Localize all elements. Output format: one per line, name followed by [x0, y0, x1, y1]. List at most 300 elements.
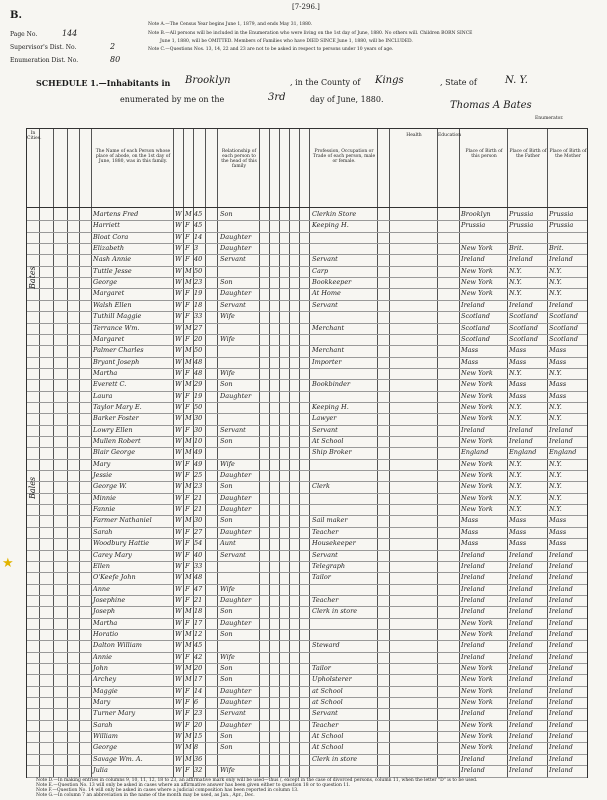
row-age: 45	[194, 210, 203, 218]
enumerated-label: enumerated by me on the	[120, 95, 225, 104]
row-relationship: Son	[220, 516, 233, 525]
row-color: W	[175, 595, 182, 604]
row-occupation: Clerkin Store	[312, 210, 357, 218]
row-age: 33	[194, 312, 203, 321]
row-sex: F	[185, 720, 190, 729]
row-father-birthplace: Prussia	[509, 210, 534, 218]
row-name: Maggie	[93, 686, 118, 695]
row-father-birthplace: Ireland	[509, 573, 533, 582]
row-sex: F	[185, 686, 190, 695]
col-header-cities: In Cities.	[27, 131, 42, 141]
row-divider	[27, 561, 587, 562]
row-color: W	[175, 743, 182, 752]
row-birthplace: England	[461, 448, 489, 457]
row-birthplace: New York	[461, 505, 493, 514]
row-name: Blair George	[93, 448, 136, 457]
row-age: 21	[194, 505, 203, 514]
row-mother-birthplace: Ireland	[549, 255, 573, 264]
row-color: W	[175, 539, 182, 548]
row-sex: F	[185, 312, 190, 321]
row-mother-birthplace: Ireland	[549, 607, 573, 616]
row-name: Annie	[93, 652, 112, 661]
row-age: 48	[194, 368, 203, 377]
row-father-birthplace: Ireland	[509, 664, 533, 672]
row-name: Tuttle Jesse	[93, 266, 132, 275]
census-table	[26, 128, 588, 778]
row-age: 18	[194, 300, 203, 309]
row-sex: M	[185, 346, 192, 355]
row-birthplace: New York	[461, 459, 493, 468]
row-sex: F	[185, 425, 190, 434]
row-birthplace: Ireland	[461, 607, 485, 616]
row-age: 54	[194, 539, 203, 548]
row-occupation: Teacher	[312, 595, 339, 604]
row-father-birthplace: Ireland	[509, 641, 533, 650]
col-header-health: Health	[406, 133, 422, 138]
row-birthplace: Scotland	[461, 334, 490, 343]
row-mother-birthplace: Mass	[549, 380, 567, 389]
row-occupation: Servant	[312, 300, 338, 309]
row-relationship: Servant	[220, 550, 246, 559]
row-father-birthplace: Scotland	[509, 334, 538, 343]
row-mother-birthplace: Ireland	[549, 720, 573, 729]
row-age: 36	[194, 754, 203, 763]
row-birthplace: Ireland	[461, 766, 485, 775]
row-name: John	[93, 664, 108, 672]
row-birthplace: New York	[461, 493, 493, 502]
row-name: Martha	[93, 368, 118, 377]
note-b1: Note B.—All persons will be included in the Enumeration who were living on the 1st day of June, 1880. No others will. Children BORN SINCE	[148, 31, 473, 36]
row-father-birthplace: Ireland	[509, 743, 533, 752]
row-relationship: Son	[220, 675, 233, 684]
row-father-birthplace: Scotland	[509, 323, 538, 332]
row-father-birthplace: Mass	[509, 527, 527, 536]
row-mother-birthplace: Mass	[549, 527, 567, 536]
row-sex: M	[185, 629, 192, 638]
row-age: 47	[194, 584, 203, 593]
row-father-birthplace: N.Y.	[509, 368, 522, 377]
row-relationship: Daughter	[220, 698, 252, 707]
row-birthplace: New York	[461, 402, 493, 411]
row-age: 21	[194, 493, 203, 502]
row-relationship: Daughter	[220, 232, 252, 241]
row-occupation: Keeping H.	[312, 402, 349, 411]
row-sex: F	[185, 550, 190, 559]
row-name: Sarah	[93, 720, 113, 729]
row-color: W	[175, 641, 182, 650]
row-birthplace: Ireland	[461, 561, 485, 570]
row-relationship: Daughter	[220, 720, 252, 729]
row-mother-birthplace: Ireland	[549, 686, 573, 695]
row-mother-birthplace: Ireland	[549, 595, 573, 604]
row-color: W	[175, 244, 182, 253]
row-color: W	[175, 573, 182, 582]
row-relationship: Son	[220, 482, 233, 491]
row-name: Lowry Ellen	[93, 425, 133, 434]
row-name: Mullen Robert	[93, 437, 141, 445]
row-birthplace: New York	[461, 278, 493, 287]
row-birthplace: Ireland	[461, 573, 485, 582]
row-relationship: Son	[220, 732, 233, 741]
row-age: 18	[194, 607, 203, 616]
row-sex: M	[185, 266, 192, 275]
row-sex: F	[185, 527, 190, 536]
note-d: Note D.—In making entries in columns 9, 10, 11, 12, 18 to 23, an affirmative mark only will be used—thus /, except in the case of divorced persons, column 11, when the letter "D" is to be used.	[36, 778, 478, 783]
col-header-birthplace: Place of Birth of this person	[465, 149, 503, 159]
row-name: Margaret	[93, 334, 125, 343]
row-color: W	[175, 368, 182, 377]
star-icon: ★	[2, 556, 14, 571]
row-father-birthplace: Ireland	[509, 584, 533, 593]
row-relationship: Son	[220, 437, 233, 445]
row-occupation: Steward	[312, 641, 340, 650]
row-name: Margaret	[93, 289, 125, 298]
row-name: Bryant Joseph	[93, 357, 140, 366]
row-sex: M	[185, 664, 192, 672]
row-mother-birthplace: Mass	[549, 346, 567, 355]
row-divider	[27, 584, 587, 585]
row-father-birthplace: Ireland	[509, 595, 533, 604]
row-divider	[27, 459, 587, 460]
row-birthplace: Brooklyn	[461, 210, 491, 218]
row-father-birthplace: N.Y.	[509, 493, 522, 502]
row-age: 50	[194, 346, 203, 355]
row-sex: F	[185, 561, 190, 570]
row-name: Turner Mary	[93, 709, 136, 718]
row-age: 17	[194, 675, 203, 684]
month-label: day of June, 1880.	[310, 95, 384, 104]
row-mother-birthplace: N.Y.	[549, 471, 562, 480]
row-color: W	[175, 516, 182, 525]
row-birthplace: New York	[461, 629, 493, 638]
row-birthplace: Ireland	[461, 255, 485, 264]
page-corner-letter: B.	[10, 10, 22, 21]
row-sex: F	[185, 618, 190, 627]
row-occupation: Sail maker	[312, 516, 348, 525]
row-sex: M	[185, 380, 192, 389]
row-color: W	[175, 561, 182, 570]
row-mother-birthplace: N.Y.	[549, 368, 562, 377]
col-header-relationship: Relationship of each person to the head of this family	[221, 149, 257, 169]
row-father-birthplace: Ireland	[509, 652, 533, 661]
row-age: 32	[194, 766, 203, 775]
row-occupation: Tailor	[312, 573, 331, 582]
row-relationship: Daughter	[220, 618, 252, 627]
row-father-birthplace: Ireland	[509, 709, 533, 718]
row-age: 23	[194, 709, 203, 718]
row-age: 23	[194, 482, 203, 491]
row-birthplace: New York	[461, 380, 493, 389]
row-father-birthplace: Ireland	[509, 618, 533, 627]
row-father-birthplace: Ireland	[509, 732, 533, 741]
row-mother-birthplace: N.Y.	[549, 459, 562, 468]
row-name: Jessie	[93, 471, 113, 480]
page-no-label: Page No.	[10, 31, 38, 38]
row-color: W	[175, 437, 182, 445]
row-color: W	[175, 732, 182, 741]
row-age: 8	[194, 743, 199, 752]
supervisor-value: 2	[110, 42, 116, 51]
row-mother-birthplace: England	[549, 448, 577, 457]
row-sex: M	[185, 323, 192, 332]
state-value: N. Y.	[505, 75, 528, 86]
row-sex: M	[185, 754, 192, 763]
row-sex: F	[185, 471, 190, 480]
row-birthplace: New York	[461, 686, 493, 695]
row-birthplace: Ireland	[461, 300, 485, 309]
row-occupation: At Home	[312, 289, 341, 298]
row-mother-birthplace: Mass	[549, 391, 567, 400]
note-a: Note A.—The Census Year begins June 1, 1879, and ends May 31, 1880.	[148, 22, 313, 27]
row-father-birthplace: Ireland	[509, 607, 533, 616]
row-color: W	[175, 391, 182, 400]
row-father-birthplace: Scotland	[509, 312, 538, 321]
row-mother-birthplace: Scotland	[549, 334, 578, 343]
row-color: W	[175, 471, 182, 480]
row-name: O'Keefe John	[93, 573, 136, 582]
row-occupation: Lawyer	[312, 414, 337, 423]
enumeration-label: Enumeration Dist. No.	[10, 57, 79, 64]
row-sex: F	[185, 652, 190, 661]
row-occupation: Merchant	[312, 346, 345, 355]
row-father-birthplace: England	[509, 448, 537, 457]
row-name: Minnie	[93, 493, 117, 502]
row-birthplace: New York	[461, 675, 493, 684]
row-relationship: Servant	[220, 255, 246, 264]
row-mother-birthplace: Ireland	[549, 732, 573, 741]
day-value: 3rd	[268, 92, 286, 103]
row-name: Tuthill Maggie	[93, 312, 142, 321]
col-header-father-birthplace: Place of Birth of the Father	[509, 149, 547, 159]
row-father-birthplace: Ireland	[509, 425, 533, 434]
row-birthplace: New York	[461, 471, 493, 480]
row-father-birthplace: Mass	[509, 357, 527, 366]
county-value: Kings	[375, 75, 404, 86]
supervisor-label: Supervisor's Dist. No.	[10, 44, 77, 51]
enumerator-label: Enumerator.	[535, 116, 564, 121]
row-sex: F	[185, 584, 190, 593]
row-birthplace: Ireland	[461, 652, 485, 661]
row-sex: M	[185, 482, 192, 491]
row-color: W	[175, 425, 182, 434]
row-sex: F	[185, 255, 190, 264]
row-name: George	[93, 743, 118, 752]
row-name: George	[93, 278, 118, 287]
row-occupation: Servant	[312, 425, 338, 434]
row-birthplace: New York	[461, 244, 493, 253]
row-birthplace: Mass	[461, 527, 479, 536]
row-father-birthplace: Mass	[509, 391, 527, 400]
row-color: W	[175, 720, 182, 729]
row-sex: F	[185, 221, 190, 230]
row-mother-birthplace: N.Y.	[549, 493, 562, 502]
row-age: 49	[194, 448, 203, 457]
row-occupation: Bookkeeper	[312, 278, 352, 287]
row-mother-birthplace: Ireland	[549, 641, 573, 650]
row-sex: F	[185, 334, 190, 343]
row-mother-birthplace: Ireland	[549, 675, 573, 684]
row-father-birthplace: Ireland	[509, 766, 533, 775]
row-occupation: Servant	[312, 550, 338, 559]
row-occupation: Carp	[312, 266, 329, 275]
row-sex: F	[185, 391, 190, 400]
row-birthplace: Ireland	[461, 584, 485, 593]
row-mother-birthplace: Ireland	[549, 629, 573, 638]
row-color: W	[175, 584, 182, 593]
row-relationship: Wife	[220, 652, 235, 661]
row-relationship: Daughter	[220, 493, 252, 502]
row-divider	[27, 697, 587, 698]
row-age: 50	[194, 266, 203, 275]
row-mother-birthplace: Mass	[549, 357, 567, 366]
row-sex: M	[185, 210, 192, 218]
row-occupation: At School	[312, 732, 344, 741]
row-name: Everett C.	[93, 380, 127, 389]
row-relationship: Wife	[220, 312, 235, 321]
row-sex: F	[185, 244, 190, 253]
row-birthplace: New York	[461, 289, 493, 298]
row-sex: F	[185, 289, 190, 298]
row-father-birthplace: Mass	[509, 380, 527, 389]
row-sex: F	[185, 300, 190, 309]
row-mother-birthplace: N.Y.	[549, 289, 562, 298]
row-age: 29	[194, 380, 203, 389]
row-age: 10	[194, 437, 203, 445]
row-occupation: Teacher	[312, 720, 339, 729]
row-birthplace: New York	[461, 720, 493, 729]
row-age: 20	[194, 334, 203, 343]
row-birthplace: New York	[461, 437, 493, 445]
row-age: 3	[194, 244, 199, 253]
row-color: W	[175, 629, 182, 638]
row-relationship: Son	[220, 278, 233, 287]
row-relationship: Son	[220, 380, 233, 389]
form-number: [7-296.]	[292, 3, 320, 11]
row-relationship: Daughter	[220, 244, 252, 253]
row-birthplace: New York	[461, 414, 493, 423]
row-mother-birthplace: Ireland	[549, 584, 573, 593]
row-age: 12	[194, 629, 203, 638]
row-sex: F	[185, 402, 190, 411]
row-age: 19	[194, 391, 203, 400]
row-birthplace: Ireland	[461, 641, 485, 650]
row-father-birthplace: Ireland	[509, 300, 533, 309]
row-birthplace: New York	[461, 618, 493, 627]
row-mother-birthplace: Ireland	[549, 425, 573, 434]
row-name: Horatio	[93, 629, 119, 638]
row-name: Savage Wm. A.	[93, 754, 143, 763]
row-sex: M	[185, 675, 192, 684]
row-mother-birthplace: Scotland	[549, 312, 578, 321]
row-birthplace: Mass	[461, 516, 479, 525]
row-age: 6	[194, 698, 199, 707]
row-sex: F	[185, 493, 190, 502]
row-father-birthplace: N.Y.	[509, 459, 522, 468]
row-birthplace: Ireland	[461, 425, 485, 434]
row-birthplace: Mass	[461, 346, 479, 355]
county-label: , in the County of	[290, 78, 361, 87]
row-name: Dalton William	[93, 641, 142, 650]
row-relationship: Wife	[220, 459, 235, 468]
row-name: Woodbury Hattie	[93, 539, 150, 548]
row-color: W	[175, 686, 182, 695]
row-color: W	[175, 482, 182, 491]
row-relationship: Daughter	[220, 505, 252, 514]
row-divider	[27, 663, 587, 664]
row-color: W	[175, 266, 182, 275]
row-birthplace: New York	[461, 732, 493, 741]
row-color: W	[175, 380, 182, 389]
state-label: , State of	[440, 78, 477, 87]
row-name: Ellen	[93, 561, 110, 570]
row-sex: M	[185, 278, 192, 287]
row-age: 33	[194, 561, 203, 570]
row-mother-birthplace: Ireland	[549, 437, 573, 445]
row-name: Carey Mary	[93, 550, 132, 559]
row-father-birthplace: Prussia	[509, 221, 534, 230]
row-name: Nash Annie	[93, 255, 132, 264]
row-sex: F	[185, 595, 190, 604]
row-divider	[27, 765, 587, 766]
row-name: Josephine	[93, 595, 126, 604]
row-relationship: Servant	[220, 300, 246, 309]
row-color: W	[175, 675, 182, 684]
row-relationship: Aunt	[220, 539, 236, 548]
row-color: W	[175, 754, 182, 763]
row-father-birthplace: Ireland	[509, 675, 533, 684]
row-name: Barker Foster	[93, 414, 139, 423]
row-occupation: Merchant	[312, 323, 345, 332]
row-birthplace: New York	[461, 664, 493, 672]
row-name: Palmer Charles	[93, 346, 144, 355]
row-occupation: at School	[312, 698, 343, 707]
row-occupation: Servant	[312, 255, 338, 264]
row-relationship: Wife	[220, 766, 235, 775]
row-age: 49	[194, 459, 203, 468]
row-color: W	[175, 550, 182, 559]
row-occupation: Importer	[312, 357, 342, 366]
row-relationship: Daughter	[220, 527, 252, 536]
row-sex: M	[185, 448, 192, 457]
row-occupation: Ship Broker	[312, 448, 352, 457]
row-age: 14	[194, 686, 203, 695]
row-father-birthplace: N.Y.	[509, 414, 522, 423]
row-color: W	[175, 618, 182, 627]
row-occupation: Tailor	[312, 664, 331, 672]
row-father-birthplace: Ireland	[509, 437, 533, 445]
row-mother-birthplace: Ireland	[549, 766, 573, 775]
row-father-birthplace: Ireland	[509, 686, 533, 695]
row-age: 45	[194, 221, 203, 230]
row-father-birthplace: N.Y.	[509, 289, 522, 298]
row-sex: M	[185, 743, 192, 752]
row-age: 50	[194, 402, 203, 411]
row-mother-birthplace: Brit.	[549, 244, 564, 253]
row-mother-birthplace: N.Y.	[549, 414, 562, 423]
row-occupation: Clerk in store	[312, 607, 358, 616]
row-birthplace: Scotland	[461, 312, 490, 321]
col-header-mother-birthplace: Place of Birth of the Mother	[549, 149, 587, 159]
row-sex: M	[185, 641, 192, 650]
row-name: Fannie	[93, 505, 116, 514]
row-color: W	[175, 527, 182, 536]
row-mother-birthplace: Ireland	[549, 573, 573, 582]
schedule-label: SCHEDULE 1.—Inhabitants in	[36, 78, 171, 88]
row-color: W	[175, 357, 182, 366]
row-color: W	[175, 664, 182, 672]
row-mother-birthplace: Prussia	[549, 210, 574, 218]
row-mother-birthplace: N.Y.	[549, 482, 562, 491]
